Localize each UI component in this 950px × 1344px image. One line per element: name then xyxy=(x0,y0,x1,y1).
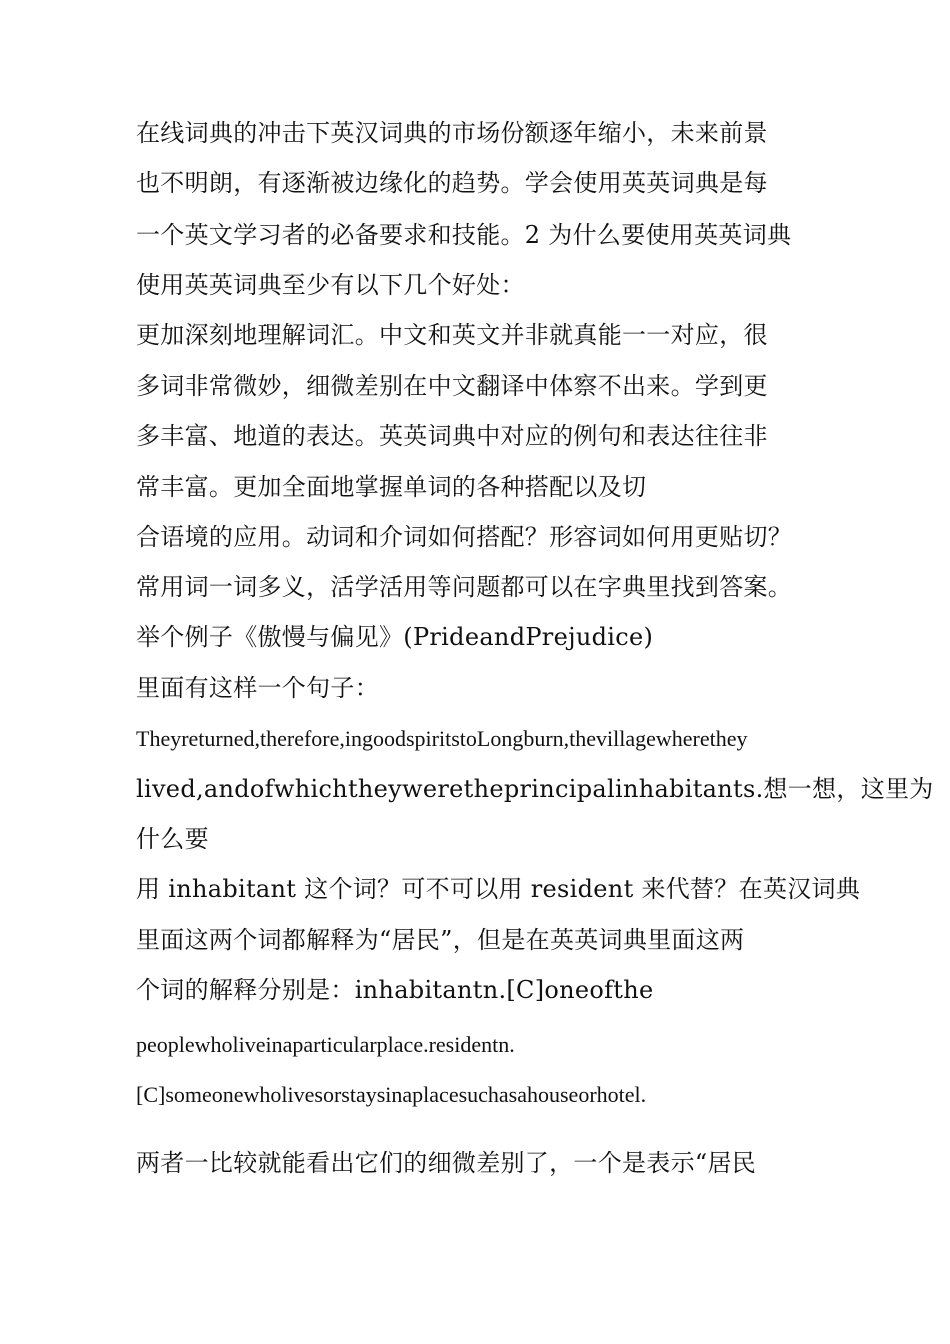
text-line-1: 在线词典的冲击下英汉词典的市场份额逐年缩小，未来前景 xyxy=(136,119,768,147)
text-line-21: 两者一比较就能看出它们的细微差别了，一个是表示“居民 xyxy=(136,1149,757,1177)
text-line-4: 使用英英词典至少有以下几个好处： xyxy=(136,271,525,299)
text-line-9: 合语境的应用。动词和介词如何搭配？形容词如何用更贴切？ xyxy=(136,523,793,551)
text-line-2: 也不明朗，有逐渐被边缘化的趋势。学会使用英英词典是每 xyxy=(136,169,768,197)
text-line-10: 常用词一词多义，活学活用等问题都可以在字典里找到答案。 xyxy=(136,573,793,601)
text-line-18: 个词的解释分别是：inhabitantn.[C]oneofthe xyxy=(136,976,654,1004)
text-line-12: 里面有这样一个句子： xyxy=(136,674,379,702)
text-line-13: Theyreturned,therefore,ingoodspiritstoLongburn,thevillagewherethey xyxy=(136,726,748,751)
text-line-16: 用 inhabitant 这个词？可不可以用 resident 来代替？在英汉词典 xyxy=(136,875,861,903)
text-line-3: 一个英文学习者的必备要求和技能。2 为什么要使用英英词典 xyxy=(136,221,792,249)
text-line-8: 常丰富。更加全面地掌握单词的各种搭配以及切 xyxy=(136,473,647,501)
text-line-20: [C]someonewholivesorstaysinaplacesuchasahouseorhotel. xyxy=(136,1082,647,1107)
text-line-19: peoplewholiveinaparticularplace.residentn. xyxy=(136,1032,515,1057)
text-line-11: 举个例子《傲慢与偏见》(PrideandPrejudice) xyxy=(136,623,654,651)
text-line-14: lived,andofwhichtheyweretheprincipalinhabitants.想一想，这里为 xyxy=(136,775,934,803)
text-line-6: 多词非常微妙，细微差别在中文翻译中体察不出来。学到更 xyxy=(136,372,768,400)
text-line-17: 里面这两个词都解释为“居民”，但是在英英词典里面这两 xyxy=(136,926,745,954)
text-line-5: 更加深刻地理解词汇。中文和英文并非就真能一一对应，很 xyxy=(136,321,768,349)
text-line-15: 什么要 xyxy=(136,825,209,853)
text-line-7: 多丰富、地道的表达。英英词典中对应的例句和表达往往非 xyxy=(136,422,768,450)
